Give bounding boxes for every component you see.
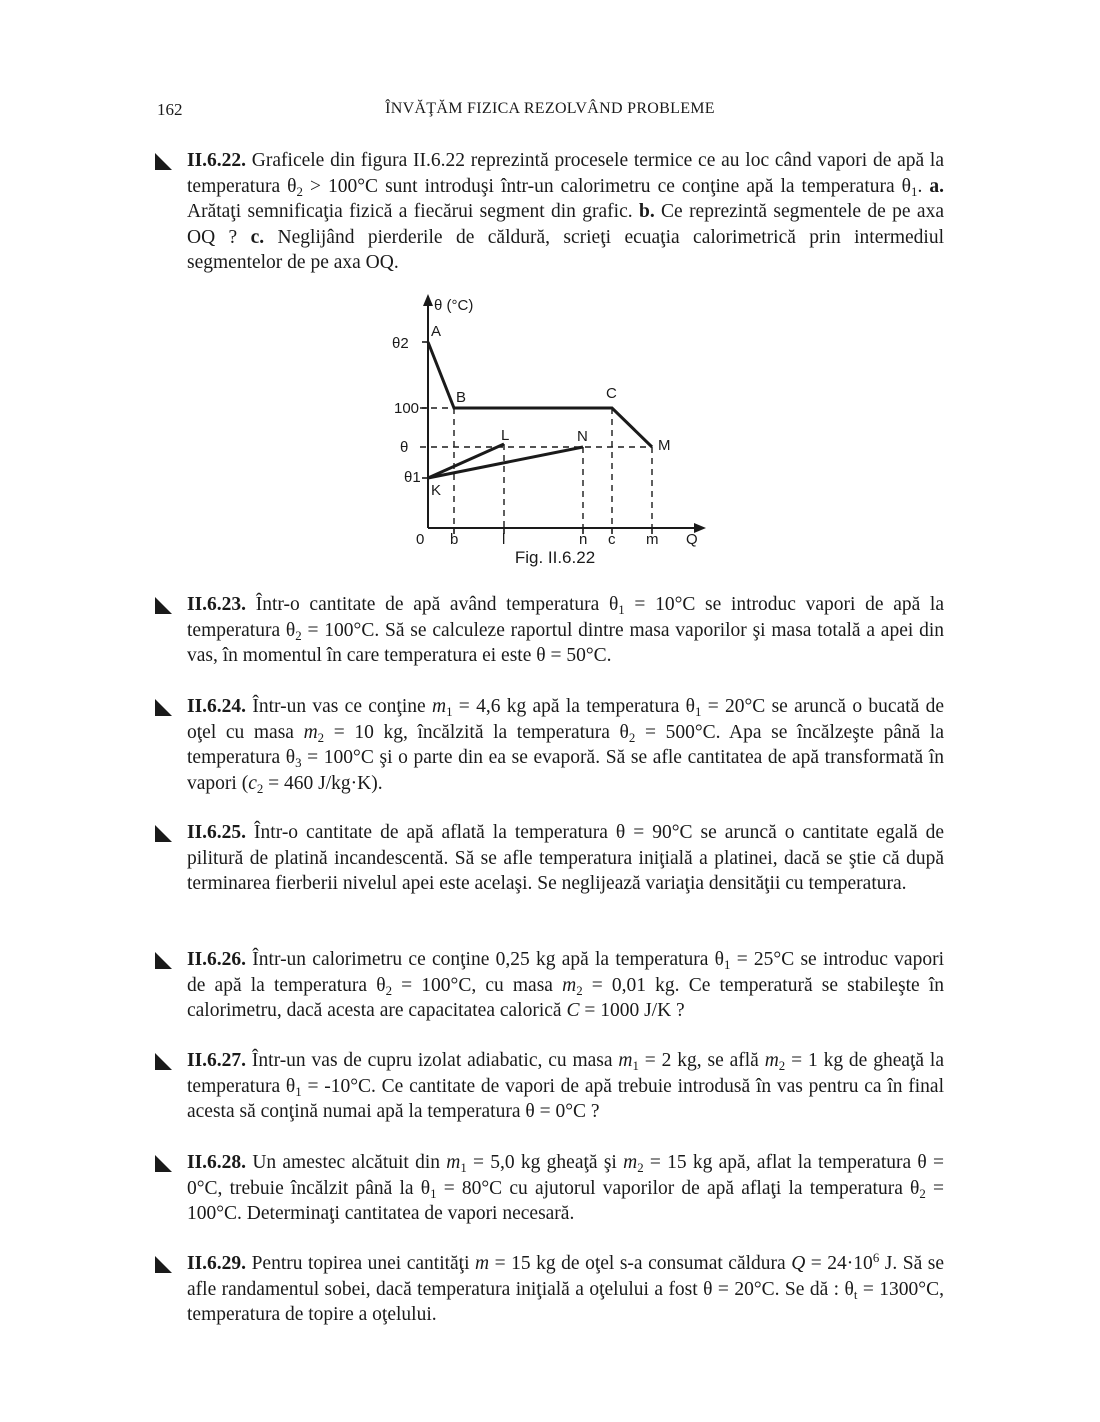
triangle-bullet-icon <box>154 698 173 717</box>
problem-text: II.6.27. Într-un vas de cupru izolat adiabatic, cu masa $m_1 = 2$ kg, se află $m_2 = 1$ kg de gheaţă la temperatura $\theta_1 = -10^\circ C$. Ce cantitate de vapori de apă trebuie introdusă în vas pentru ca în final acesta să conţină numai apă la temperatura θ = 0°C ? <box>187 1050 945 1123</box>
tick-n: n <box>579 531 588 548</box>
y-axis-label: θ (°C) <box>434 297 474 314</box>
problem-text: II.6.29. Pentru topirea unei cantităţi m = 15 kg de oţel s-a consumat căldura $Q = 24\cdot 10^6$ J. Să se afle randamentul sobei, dacă temperatura iniţială a oţelului a fost θ = 20°C. Se dă : $\theta_t = 1300^\circ C$, temperatura de topire a oţelului. <box>187 1250 944 1326</box>
triangle-bullet-icon <box>154 152 173 171</box>
problem-II-6-29 <box>154 1251 944 1328</box>
point-A: A <box>431 323 442 340</box>
point-K: K <box>431 482 442 499</box>
problem-text: II.6.25. Într-o cantitate de apă aflată la temperatura θ = 90°C se aruncă o cantitate egală de pilitură de platină incandescentă. Să se afle temperatura iniţială a platinei, dacă se ştie că după terminarea fierberii nivelul apei este acelaşi. Se neglijează variaţia densităţii cu temperatura. <box>187 822 944 895</box>
figure-caption: Fig. II.6.22 <box>514 548 596 567</box>
point-B: B <box>456 389 467 406</box>
tick-b: b <box>450 531 459 548</box>
tick-theta: θ <box>400 439 409 456</box>
problem-II-6-28 <box>154 1150 944 1227</box>
page-header <box>157 100 943 128</box>
problem-text: II.6.23. Într-o cantitate de apă având temperatura $\theta_1 = 10^\circ C$ se introduc vapori de apă la temperatura $\theta_2 = 100^\circ C$. Să se calculeze raportul dintre masa vaporilor şi masa totală a apei din vas, în momentul în care temperatura ei este θ = 50°C. <box>187 594 944 667</box>
y-axis-arrow-icon <box>423 294 433 306</box>
problem-II-6-26 <box>154 947 944 1024</box>
point-L: L <box>501 427 510 444</box>
problem-text: II.6.22. Graficele din figura II.6.22 reprezintă procesele termice ce au loc când vapori de apă la temperatura $\theta_2 > 100^\circ C$ sunt introduşi într-un calorimetru ce conţine apă la temperatura $\theta_1$. a. Arătaţi semnificaţia fizică a fiecărui segment din grafic. b. Ce reprezintă segmentele de pe axa OQ ? c. Neglijând pierderile de căldură, scrieţi ecuaţia calorimetrică prin intermediul segmentelor de pe axa OQ. <box>187 150 944 274</box>
triangle-bullet-icon <box>154 951 173 970</box>
problem-II-6-24 <box>154 694 944 796</box>
problem-text: II.6.26. Într-un calorimetru ce conţine 0,25 kg apă la temperatura $\theta_1 = 25^\circ C$ se introduc vapori de apă la temperatura $\theta_2 = 100^\circ C$, cu masa $m_2 = 0,01$ kg. Ce temperatură se stabileşte în calorimetru, dacă acesta are capacitatea calorică C = 1000 J/K ? <box>187 949 945 1022</box>
segment-KL <box>428 444 504 478</box>
tick-l: l <box>502 531 506 548</box>
guide-lines <box>420 408 652 528</box>
problem-text: II.6.24. Într-un vas ce conţine $m_1 = 4,6$ kg apă la temperatura $\theta_1 = 20^\circ C$ se aruncă o bucată de oţel cu masa $m_2 = 10$ kg, încălzită la temperatura $\theta_2 = 500^\circ C$. Apa se încălzeşte până la temperatura $\theta_3 = 100^\circ C$ şi o parte din ea se evaporă. Să se afle cantitatea de apă transformată în vapori ($c_2 = 460$ J/kg·K). <box>187 696 944 796</box>
point-M: M <box>658 437 671 454</box>
ticks <box>422 342 652 534</box>
point-C: C <box>606 385 617 402</box>
triangle-bullet-icon <box>154 824 173 843</box>
problem-text: II.6.28. Un amestec alcătuit din $m_1 = 5,0$ kg gheaţă şi $m_2 = 15$ kg apă, aflat la temperatura θ = 0°C, trebuie încălzit până la $\theta_1 = 80^\circ C$ cu ajutorul vaporilor de apă aflaţi la temperatura $\theta_2 = 100^\circ C$. Determinaţi cantitatea de vapori necesară. <box>187 1152 945 1225</box>
problem-II-6-23 <box>154 592 944 669</box>
page-number: 162 <box>157 100 183 119</box>
tick-m: m <box>646 531 659 548</box>
running-title: ÎNVĂŢĂM FIZICA REZOLVÂND PROBLEME <box>385 100 715 117</box>
problem-II-6-22 <box>154 148 944 276</box>
triangle-bullet-icon <box>154 1052 173 1071</box>
point-N: N <box>577 428 588 445</box>
tick-c: c <box>608 531 616 548</box>
tick-theta2: θ2 <box>392 335 409 352</box>
x-axis-label: Q <box>686 531 698 548</box>
temperature-heat-graph <box>390 292 720 548</box>
tick-origin: 0 <box>416 531 425 548</box>
segment-KN <box>428 447 583 478</box>
tick-100: 100 <box>394 400 420 417</box>
triangle-bullet-icon <box>154 596 173 615</box>
problem-II-6-27 <box>154 1048 944 1125</box>
triangle-bullet-icon <box>154 1154 173 1173</box>
tick-theta1: θ1 <box>404 469 421 486</box>
figure-II-6-22 <box>390 292 720 572</box>
problem-II-6-25 <box>154 820 944 897</box>
triangle-bullet-icon <box>154 1255 173 1274</box>
